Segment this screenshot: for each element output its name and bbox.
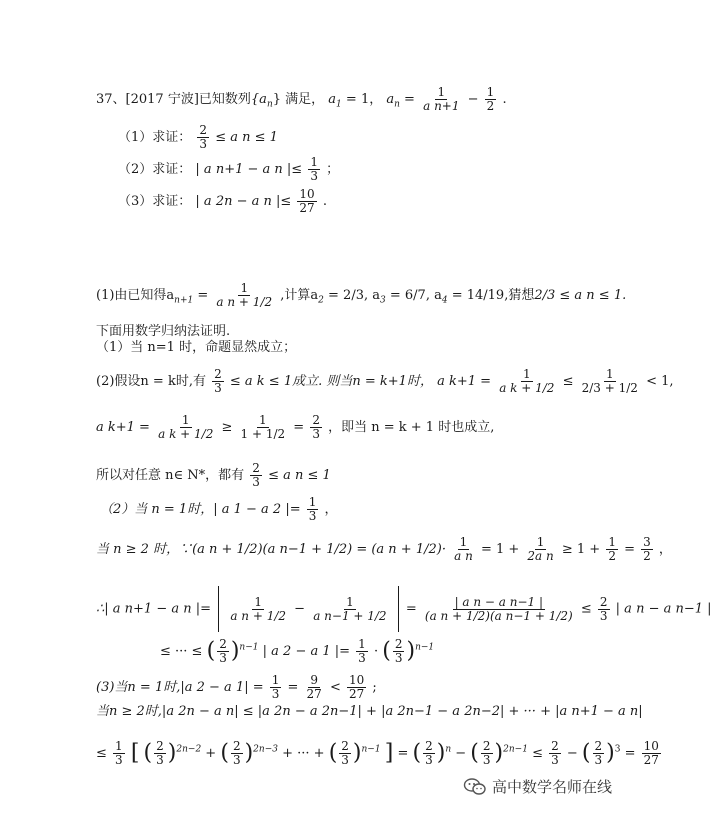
fraction: $\frac{2}{3}$ bbox=[594, 739, 603, 767]
fraction: $\frac{1}{\text{a n + 1/2}}$ bbox=[230, 594, 287, 623]
watermark bbox=[464, 776, 612, 797]
fraction: $\frac{9}{27}$ bbox=[306, 673, 322, 701]
fraction: $\frac{2}{3}$ bbox=[199, 123, 208, 151]
fraction: $\frac{1}{\text{a n−1 + 1/2}}$ bbox=[313, 594, 387, 623]
fraction: $\frac{1}{2}$ bbox=[608, 535, 616, 563]
fraction: $\frac{1}{\text{a k + 1/2}}$ bbox=[158, 413, 214, 441]
fraction: $\frac{1}{\text{a n + 1/2}}$ bbox=[216, 281, 273, 309]
solution-line-4: (2)假设n = k时,有 $\frac{2}{3}$ ≤ a k ≤ 1成立. 则当n = k+1时， a k+1 = $\frac{1}{\text{a k + 1/2}}$ ≤ $\frac{1}{2/3 + 1/2}$ < 1, bbox=[96, 367, 674, 395]
fraction: $\frac{1}{1 + 1/2}$ bbox=[240, 413, 286, 441]
solution-line-5: a k+1 = $\frac{1}{\text{a k + 1/2}}$ ≥ $\frac{1}{1 + 1/2}$ = $\frac{2}{3}$ ，即当 n = k + 1 时也成立, bbox=[96, 413, 495, 441]
fraction: $\frac{2}{3}$ bbox=[252, 461, 260, 489]
fraction: $\frac{\text{| a n − a n−1 |}}{\text{(a n + 1/2)(a n−1 + 1/2)}}$ bbox=[424, 594, 573, 623]
solution-line-3: （1）当 n=1 时，命题显然成立； bbox=[96, 340, 297, 355]
watermark-text: 高中数学名师在线 bbox=[491, 778, 612, 796]
fraction: $\frac{1}{\text{a n}}$ bbox=[454, 535, 473, 563]
fraction: $\frac{1}{\text{a n+1}}$ bbox=[423, 85, 460, 113]
fraction: $\frac{1}{\text{a k + 1/2}}$ bbox=[499, 367, 555, 395]
fraction: $\frac{1}{3}$ bbox=[271, 673, 280, 701]
fraction: $\frac{2}{3}$ bbox=[341, 739, 349, 767]
solution-line-2: 下面用数学归纳法证明. bbox=[96, 324, 231, 339]
fraction: $\frac{1}{\text{2a n}}$ bbox=[527, 535, 554, 563]
fraction: $\frac{2}{3}$ bbox=[599, 594, 608, 623]
fraction: $\frac{2}{3}$ bbox=[482, 739, 491, 767]
fraction: $\frac{2}{3}$ bbox=[219, 637, 227, 665]
problem-part-1: （1）求证： $\frac{2}{3}$ ≤ a n ≤ 1 bbox=[118, 123, 278, 151]
fraction: $\frac{3}{2}$ bbox=[643, 535, 651, 563]
solution-line-6: 所以对任意 n∈ N*，都有 $\frac{2}{3}$ ≤ a n ≤ 1 bbox=[96, 461, 331, 489]
fraction: $\frac{1}{3}$ bbox=[310, 155, 318, 183]
solution-line-1: (1)由已知得$a_{n+1}$ = $\frac{1}{\text{a n + 1/2}}$ ,计算$a_2 = 2/3$, $a_3 = 6/7$, $a_4 = 14/19$,猜想2/3 ≤ a n ≤ 1. bbox=[96, 281, 627, 309]
problem-part-2: （2）求证： | a n+1 − a n |≤ $\frac{1}{3}$ ； bbox=[118, 155, 340, 183]
fraction: $\frac{10}{27}$ bbox=[643, 739, 659, 767]
solution-line-12: 当n ≥ 2时,|a 2n − a n| ≤ |a 2n − a 2n−1| + |a 2n−1 − a 2n−2| + ··· + |a n+1 − a n| bbox=[96, 704, 643, 719]
solution-line-10: ≤ ··· ≤ ( $\frac{2}{3}$ )$^{n-1}$ | a 2 − a 1 |= $\frac{1}{3}$ · ( $\frac{2}{3}$ )$^{n-1}$ bbox=[160, 637, 435, 665]
solution-line-13: ≤ $\frac{1}{3}$ [ ( $\frac{2}{3}$ )$^{2n-2}$ + ( $\frac{2}{3}$ )$^{2n-3}$ + ··· + ( $\frac{2}{3}$ )$^{n-1}$ ] = ( $\frac{2}{3}$ )$^n$ − ( $\frac{2}{3}$ )$^{2n-1}$ ≤ $\frac{2}{3}$ − ( $\frac{2}{3}$ )$^3$ = $\frac{10}{27}$ bbox=[96, 739, 659, 767]
fraction: $\frac{1}{2/3 + 1/2}$ bbox=[581, 367, 638, 395]
fraction: $\frac{2}{3}$ bbox=[394, 637, 403, 665]
fraction: $\frac{10}{27}$ bbox=[299, 187, 315, 215]
fraction: $\frac{2}{3}$ bbox=[551, 739, 559, 767]
fraction: $\frac{2}{3}$ bbox=[312, 413, 320, 441]
fraction: $\frac{2}{3}$ bbox=[232, 739, 241, 767]
fraction: $\frac{2}{3}$ bbox=[214, 367, 222, 395]
problem-part-3: （3）求证： | a 2n − a n |≤ $\frac{10}{27}$ . bbox=[118, 187, 327, 215]
solution-line-11: (3)当n = 1时,|a 2 − a 1| = $\frac{1}{3}$ = $\frac{9}{27}$ < $\frac{10}{27}$ ; bbox=[96, 673, 377, 701]
wechat-icon bbox=[464, 778, 486, 796]
solution-line-9: ∴| a n+1 − a n |= $\frac{1}{\text{a n + 1/2}}$ − $\frac{1}{\text{a n−1 + 1/2}}$ = $\frac{\text{| a n − a n−1 |}}{\text{(a n + 1/2)(a n−1 + 1/2)}}$ ≤ $\frac{2}{3}$ | a n − a n−1 | bbox=[96, 586, 640, 632]
fraction: $\frac{2}{3}$ bbox=[156, 739, 164, 767]
fraction: $\frac{1}{3}$ bbox=[358, 637, 366, 665]
fraction: $\frac{1}{3}$ bbox=[308, 495, 317, 523]
fraction: $\frac{2}{3}$ bbox=[425, 739, 433, 767]
solution-line-7: （2）当 n = 1时，| a 1 − a 2 |= $\frac{1}{3}$ ， bbox=[100, 495, 338, 523]
problem-header: 37、[2017 宁波]已知数列$\{a_n\}$ 满足， $a_1 = 1$， $a_n$ = $\frac{1}{\text{a n+1}}$ − $\frac{1}{2}$ . bbox=[96, 85, 507, 113]
solution-line-8: 当 n ≥ 2 时，∵(a n + 1/2)(a n−1 + 1/2) = (a n + 1/2)· $\frac{1}{\text{a n}}$ = 1 + $\frac{1}{\text{2a n}}$ ≥ 1 + $\frac{1}{2}$ = $\frac{3}{2}$ ， bbox=[96, 535, 672, 563]
fraction: $\frac{1}{3}$ bbox=[115, 739, 123, 767]
fraction: $\frac{1}{2}$ bbox=[486, 85, 495, 113]
fraction: $\frac{10}{27}$ bbox=[349, 673, 365, 701]
